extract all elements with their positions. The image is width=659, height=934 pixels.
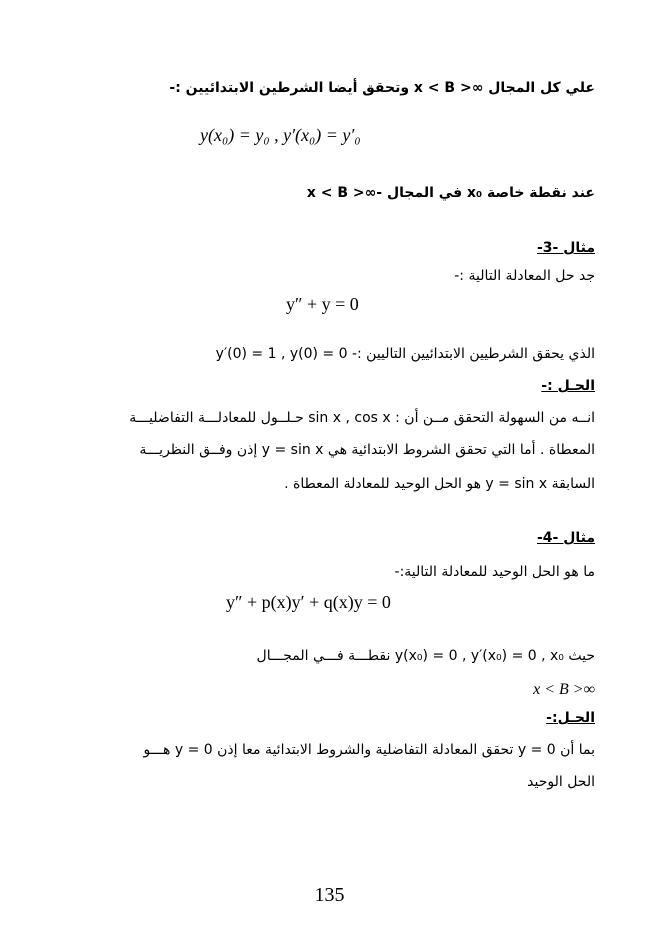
solution-3-title: الحـل :-	[541, 378, 595, 394]
example-3-task: جد حل المعادلة التالية :-	[454, 268, 595, 284]
intro-line: علي كل المجال ∞< x < B وتحقق أيضا الشرطين الابتدائيين :-	[169, 80, 595, 96]
example-4-conditions: حيث y(x₀) = 0 , y′(x₀) = 0 , x₀ نقطـــة فـــي المجـــال	[256, 648, 595, 664]
example-4-title: مثال -4-	[536, 530, 595, 546]
solution-3-para-3: السابقة y = sin x هو الحل الوحيد للمعادلة المعطاة .	[284, 476, 595, 492]
solution-4-para-2: الحل الوحيد	[527, 774, 595, 790]
solution-4-para-1: بما أن y = 0 تحقق المعادلة التفاضلية والشروط الابتدائية معا إذن y = 0 هـــو	[143, 742, 595, 758]
example-4-equation: y″ + p(x)y′ + q(x)y = 0	[226, 592, 391, 612]
solution-3-para-1: انــه من السهولة التحقق مــن أن : sin x , cos x حـلــول للمعادلـــة التفاضليـــة	[129, 410, 595, 426]
solution-4-title: الحـل:-	[546, 710, 595, 726]
example-4-task: ما هو الحل الوحيد للمعادلة التالية:-	[394, 564, 595, 580]
example-3-conditions: الذي يحقق الشرطيين الابتدائيين التاليين :- y′(0) = 1 , y(0) = 0	[215, 346, 595, 362]
page-number: 135	[314, 884, 345, 906]
example-3-equation: y″ + y = 0	[286, 294, 359, 314]
initial-conditions-equation: y(x₀) = y₀ , y′(x₀) = y′₀	[200, 125, 361, 145]
example-4-range: ∞< x < B	[533, 681, 595, 698]
example-3-title: مثال -3-	[536, 240, 595, 256]
special-point-line: عند نقطة خاصة x₀ في المجال -∞< x < B	[306, 185, 595, 201]
solution-3-para-2: المعطاة . أما التي تحقق الشروط الابتدائية هي y = sin x إذن وفــق النظريـــة	[139, 442, 595, 458]
